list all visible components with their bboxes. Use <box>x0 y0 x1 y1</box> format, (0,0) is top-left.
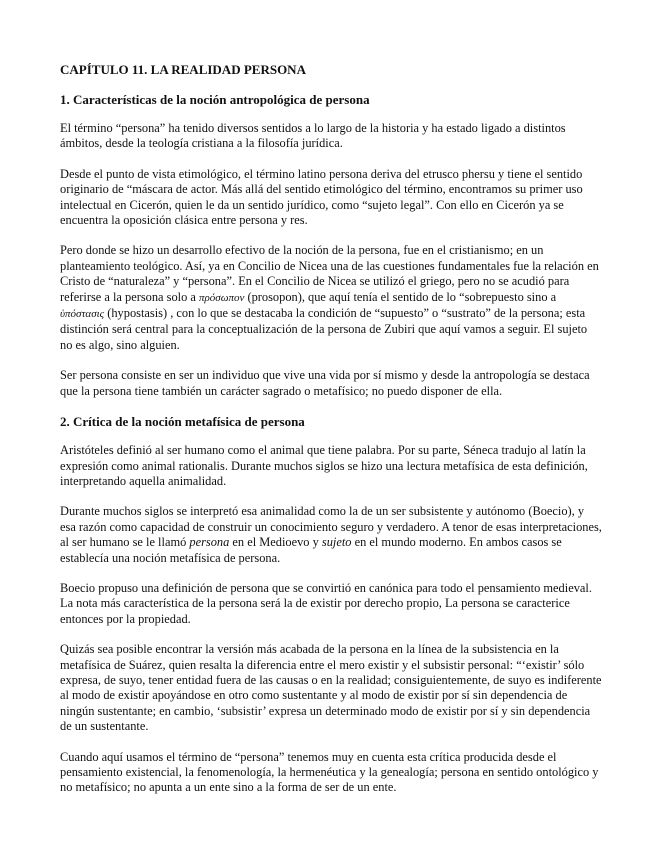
paragraph-text: en el mundo moderno. En ambos casos se establecía una noción metafísica de persona. <box>60 535 562 565</box>
paragraph-text: en el Medioevo y <box>229 535 322 550</box>
section-1-paragraph-2: Desde el punto de vista etimológico, el término latino persona deriva del etrusco phersu y tiene el sentido originario de “máscara de actor. Más allá del sentido etimológico del término, encontramos su primer uso intelectual en Cicerón, quien le da un sentido jurídico, como “sujeto legal”. Con ello en Cicerón ya se encuentra la oposición clásica entre persona y res. <box>60 166 583 228</box>
greek-hypostasis: ὑπόστασις <box>60 308 105 321</box>
paragraph-text: Durante muchos siglos se interpretó esa animalidad como la de un ser subsistente y autónomo (Boecio), y esa razón como capacidad de construir un conocimiento seguro y verdadero. A tenor de esas interpretaciones, al ser humano se le llamó <box>60 504 602 550</box>
section-2-paragraph-1: Aristóteles definió al ser humano como el animal que tiene palabra. Por su parte, Séneca tradujo al latín la expresión como animal rationalis. Durante muchos siglos se hizo una lectura metafísica de esta definición, interpretando aquella animalidad. <box>60 443 588 488</box>
document-body <box>60 62 602 811</box>
paragraph-text: (hypostasis) , con lo que se destacaba la condición de “supuesto” o “sustrato” de la persona; esta distinción será central para la conceptualización de la persona de Zubiri que aquí vamos a seguir. El sujeto no es algo, sino alguien. <box>60 306 588 352</box>
section-2-heading: 2. Crítica de la noción metafísica de persona <box>60 414 305 430</box>
section-2-paragraph-3: Boecio propuso una definición de persona que se convirtió en canónica para todo el pensamiento medieval. La nota más característica de la persona será la de existir por derecho propio, La persona se caracterice entonces por la propiedad. <box>60 580 592 626</box>
italic-term-persona: persona <box>189 535 230 550</box>
section-2-paragraph-2 <box>60 504 602 566</box>
paragraph-text: (prosopon), que aquí tenía el sentido de lo “sobrepuesto sino a <box>244 289 557 304</box>
section-1-heading: 1. Características de la noción antropológica de persona <box>60 92 370 107</box>
section-2-paragraph-4: Quizás sea posible encontrar la versión más acabada de la persona en la línea de la subsistencia en la metafísica de Suárez, quien resalta la diferencia entre el mero existir y el subsistir personal: “‘existir’ sólo expresa, de suyo, tener entidad fuera de las causas o en la realidad; consiguientemente, de suyo es indiferente al modo de existir apoyándose en otro como sustentante y al modo de existir por sí sin dependencia de ningún sustentante; en cambio, ‘subsistir’ expresa un determinado modo de existir por sí y sin dependencia de un sustentante. <box>60 642 602 734</box>
italic-term-sujeto: sujeto <box>321 535 352 550</box>
paragraph-text: Pero donde se hizo un desarrollo efectivo de la noción de la persona, fue en el cristianismo; en un planteamiento teológico. Así, ya en Concilio de Nicea una de las cuestiones fundamentales fue la relación en Cristo de “naturaleza” y “persona”. En el Concilio de Nicea se utilizó el griego, pero no se acudió para referirse a la persona solo a <box>60 243 599 304</box>
chapter-title: CAPÍTULO 11. LA REALIDAD PERSONA <box>60 62 306 77</box>
section-2-paragraph-5: Cuando aquí usamos el término de “persona” tenemos muy en cuenta esta crítica producida desde el pensamiento existencial, la fenomenología, la hermenéutica y la genealogía; persona en sentido ontológico y no metafísico; no apunta a un ente sino a la forma de ser de un ente. <box>60 749 599 795</box>
greek-prosopon: πρόσωπον <box>198 291 245 304</box>
section-1-paragraph-3 <box>60 243 602 353</box>
section-1-paragraph-1: El término “persona” ha tenido diversos sentidos a lo largo de la historia y ha estado ligado a distintos ámbitos, desde la teología cristiana a la filosofía jurídica. <box>60 121 566 151</box>
section-1-paragraph-4: Ser persona consiste en ser un individuo que vive una vida por sí mismo y desde la antropología se destaca que la persona tiene también un carácter sagrado o metafísico; no puedo disponer de ella. <box>60 368 590 398</box>
